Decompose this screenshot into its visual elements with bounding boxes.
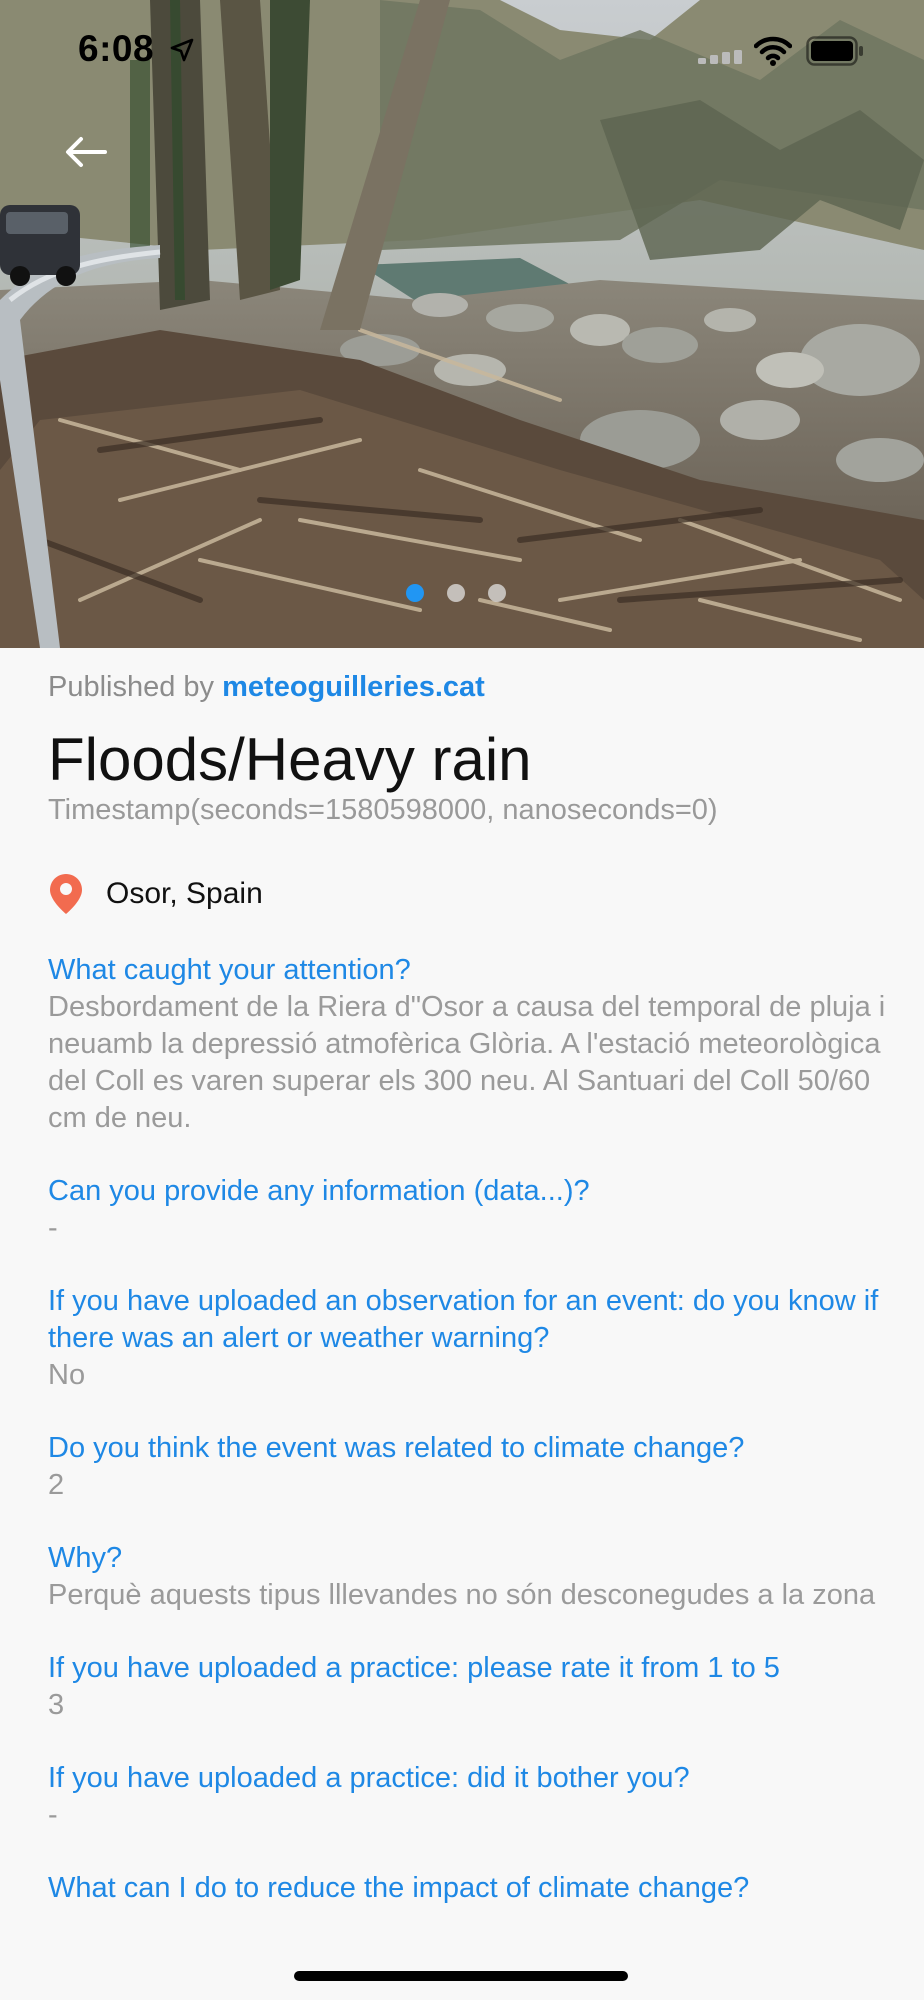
wifi-icon [754, 36, 792, 66]
question: Do you think the event was related to climate change? [48, 1432, 745, 1464]
post-title: Floods/Heavy rain [48, 726, 532, 793]
publisher-link[interactable]: meteoguilleries.cat [222, 671, 485, 703]
status-bar [0, 0, 924, 100]
answer: No [48, 1359, 86, 1391]
qa-item [48, 1540, 888, 1614]
battery-icon [806, 36, 864, 66]
qa-item [48, 952, 888, 1137]
question: If you have uploaded an observation for an event: do you know if there was an alert or weather warning? [48, 1285, 879, 1354]
answer: 3 [48, 1689, 65, 1721]
hero-image-carousel[interactable] [0, 0, 924, 648]
published-by [48, 670, 888, 704]
answer: - [48, 1799, 58, 1831]
qa-item [48, 1430, 888, 1504]
answer: Perquè aquests tipus lllevandes no són desconegudes a la zona [48, 1579, 876, 1611]
question: What can I do to reduce the impact of climate change? [48, 1872, 750, 1904]
qa-item [48, 1283, 888, 1394]
signal-icon [698, 50, 742, 64]
post-detail [48, 648, 888, 1907]
location-text: Osor, Spain [106, 877, 263, 910]
question: Can you provide any information (data...)? [48, 1175, 590, 1207]
answer: Desbordament de la Riera d"Osor a causa del temporal de pluja i neuamb la depressió atmofèrica Glòria. A l'estació meteorològica del Coll es varen superar els 300 neu. Al Santuari del Coll 50/60 cm de neu. [48, 991, 886, 1134]
qa-item [48, 1173, 888, 1247]
carousel-dot-active[interactable] [406, 584, 424, 602]
post-location [48, 872, 888, 916]
published-prefix: Published by [48, 671, 215, 703]
answer: 2 [48, 1469, 65, 1501]
question: If you have uploaded a practice: did it bother you? [48, 1762, 690, 1794]
home-indicator[interactable] [294, 1971, 628, 1981]
carousel-dot[interactable] [447, 584, 465, 602]
qa-item [48, 1650, 888, 1724]
carousel-dot[interactable] [488, 584, 506, 602]
qa-item [48, 1870, 888, 1907]
question: If you have uploaded a practice: please rate it from 1 to 5 [48, 1652, 780, 1684]
carousel-page-indicator [406, 584, 506, 602]
answer: - [48, 1212, 58, 1244]
question: What caught your attention? [48, 954, 411, 986]
qa-item [48, 1760, 888, 1834]
arrow-left-icon [65, 136, 107, 168]
status-time: 6:08 [78, 28, 155, 69]
location-arrow-icon [170, 38, 194, 62]
question: Why? [48, 1542, 123, 1574]
post-timestamp: Timestamp(seconds=1580598000, nanoseconds=0) [48, 794, 718, 826]
map-pin-icon [48, 872, 84, 916]
back-button[interactable] [56, 130, 116, 174]
